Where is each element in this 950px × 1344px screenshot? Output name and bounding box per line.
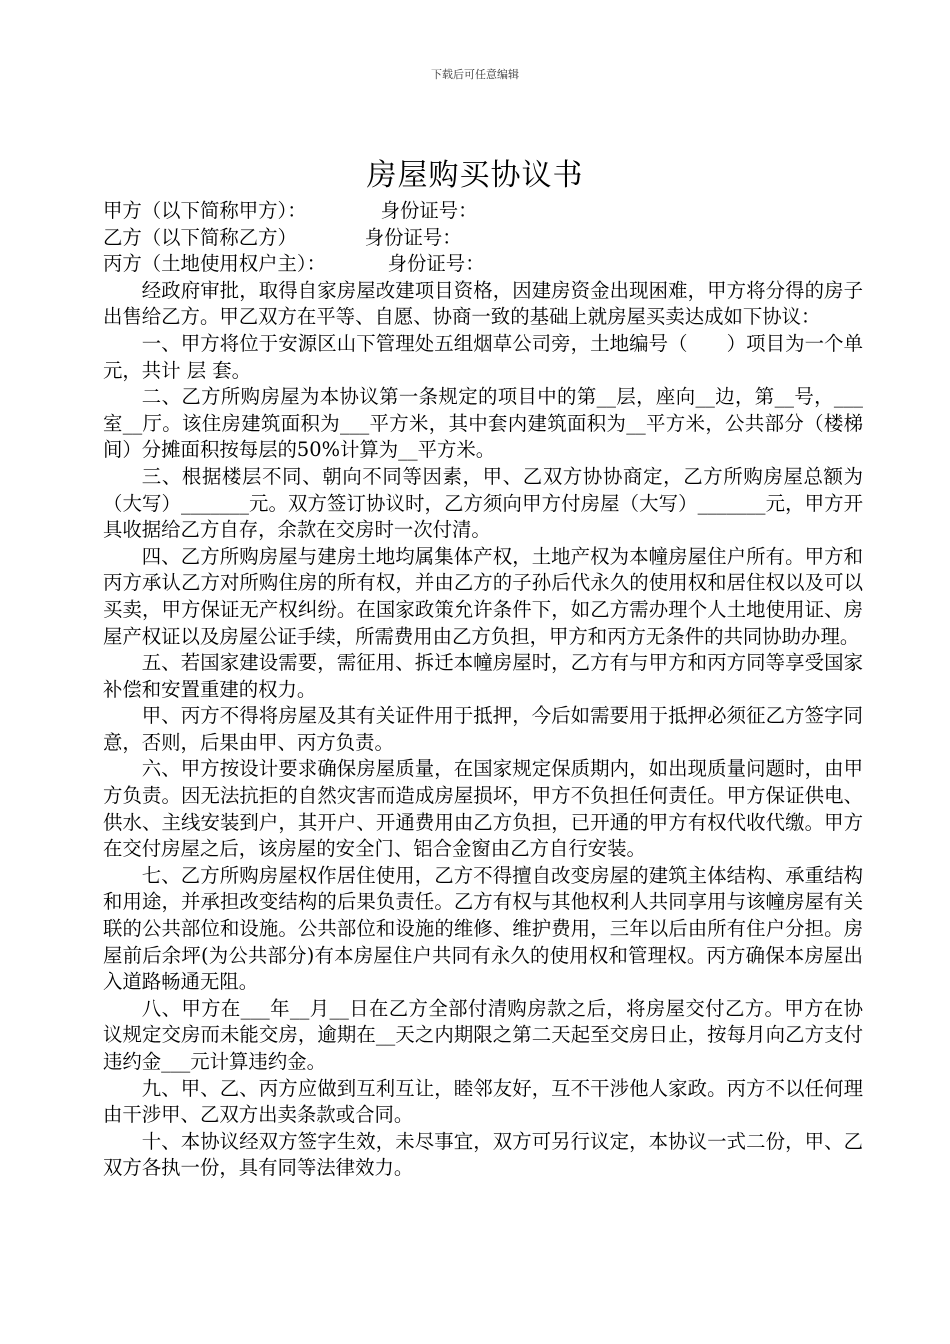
clause-10: 十、本协议经双方签字生效，未尽事宜，双方可另行议定，本协议一式二份，甲、乙双方各执一份，具有同等法律效力。 (103, 1129, 863, 1180)
party-b-id-label: 身份证号： (364, 225, 462, 249)
party-b-label: 乙方（以下简称乙方） (103, 225, 297, 249)
party-a-id-label: 身份证号： (380, 199, 478, 222)
party-c-id-label: 身份证号： (387, 252, 485, 276)
clause-5: 五、若国家建设需要，需征用、拆迁本幢房屋时，乙方有与甲方和丙方同等享受国家补偿和安置重建的权力。 (103, 651, 863, 701)
intro-paragraph: 经政府审批，取得自家房屋改建项目资格，因建房资金出现困难，甲方将分得的房子出售给乙方。甲乙双方在平等、自愿、协商一致的基础上就房屋买卖达成如下协议： (103, 278, 863, 329)
document-title: 房屋购买协议书 (366, 158, 584, 194)
header-note: 下载后可任意编辑 (431, 68, 519, 81)
clause-6: 六、甲方按设计要求确保房屋质量，在国家规定保质期内，如出现质量问题时，由甲方负责。因无法抗拒的自然灾害而造成房屋损坏，甲方不负担任何责任。甲方保证供电、供水、主线安装到户，其开户、开通费用由乙方负担，已开通的甲方有权代收代缴。甲方在交付房屋之后，该房屋的安全门、铝合金窗由乙方自行安装。 (103, 757, 863, 861)
clause-9: 九、甲、乙、丙方应做到互利互让，睦邻友好，互不干涉他人家政。丙方不以任何理由干涉甲、乙双方出卖条款或合同。 (103, 1076, 863, 1127)
party-a-gap (307, 199, 381, 222)
party-c-gap (326, 252, 388, 275)
clause-2: 二、乙方所购房屋为本协议第一条规定的项目中的第__层，座向__边，第__号，___室__厅。该住房建筑面积为___平方米，其中套内建筑面积为__平方米，公共部分（楼梯间）分摊面积按每层的50%计算为__平方米。 (103, 385, 863, 462)
clause-1: 一、甲方将位于安源区山下管理处五组烟草公司旁，土地编号（ ）项目为一个单元，共计 层 套。 (103, 331, 863, 382)
clause-3: 三、根据楼层不同、朝向不同等因素，甲、乙双方协协商定，乙方所购房屋总额为（大写）_______元。双方签订协议时，乙方须向甲方付房屋（大写）_______元，甲方开具收据给乙方自存，余款在交房时一次付清。 (103, 464, 863, 542)
clause-7: 七、乙方所购房屋权作居住使用，乙方不得擅自改变房屋的建筑主体结构、承重结构和用途，并承担改变结构的后果负责任。乙方有权与其他权利人共同享用与该幢房屋有关联的公共部位和设施。公共部位和设施的维修、维护费用，三年以后由所有住户分担。房屋前后余坪(为公共部分)有本房屋住户共同有永久的使用权和管理权。丙方确保本房屋出入道路畅通无阻。 (103, 863, 863, 994)
party-c-line (103, 251, 863, 278)
document-body (103, 198, 863, 1182)
clause-4: 四、乙方所购房屋与建房土地均属集体产权，土地产权为本幢房屋住户所有。甲方和丙方承认乙方对所购住房的所有权，并由乙方的子孙后代永久的使用权和居住权以及可以买卖，甲方保证无产权纠纷。在国家政策允许条件下，如乙方需办理个人土地使用证、房屋产权证以及房屋公证手续，所需费用由乙方负担，甲方和丙方无条件的共同协助办理。 (103, 544, 863, 648)
party-a-label: 甲方（以下简称甲方）： (103, 199, 307, 222)
party-c-label: 丙方（土地使用权户主）： (103, 252, 326, 276)
clause-mortgage: 甲、丙方不得将房屋及其有关证件用于抵押，今后如需要用于抵押必须征乙方签字同意，否则，后果由甲、丙方负责。 (103, 704, 863, 754)
clause-8: 八、甲方在___年__月__日在乙方全部付清购房款之后，将房屋交付乙方。甲方在协议规定交房而未能交房，逾期在__天之内期限之第二天起至交房日止，按每月向乙方支付违约金___元计算违约金。 (103, 996, 863, 1073)
party-a-line (103, 198, 863, 225)
party-b-line (103, 225, 863, 252)
party-b-gap (297, 226, 365, 249)
